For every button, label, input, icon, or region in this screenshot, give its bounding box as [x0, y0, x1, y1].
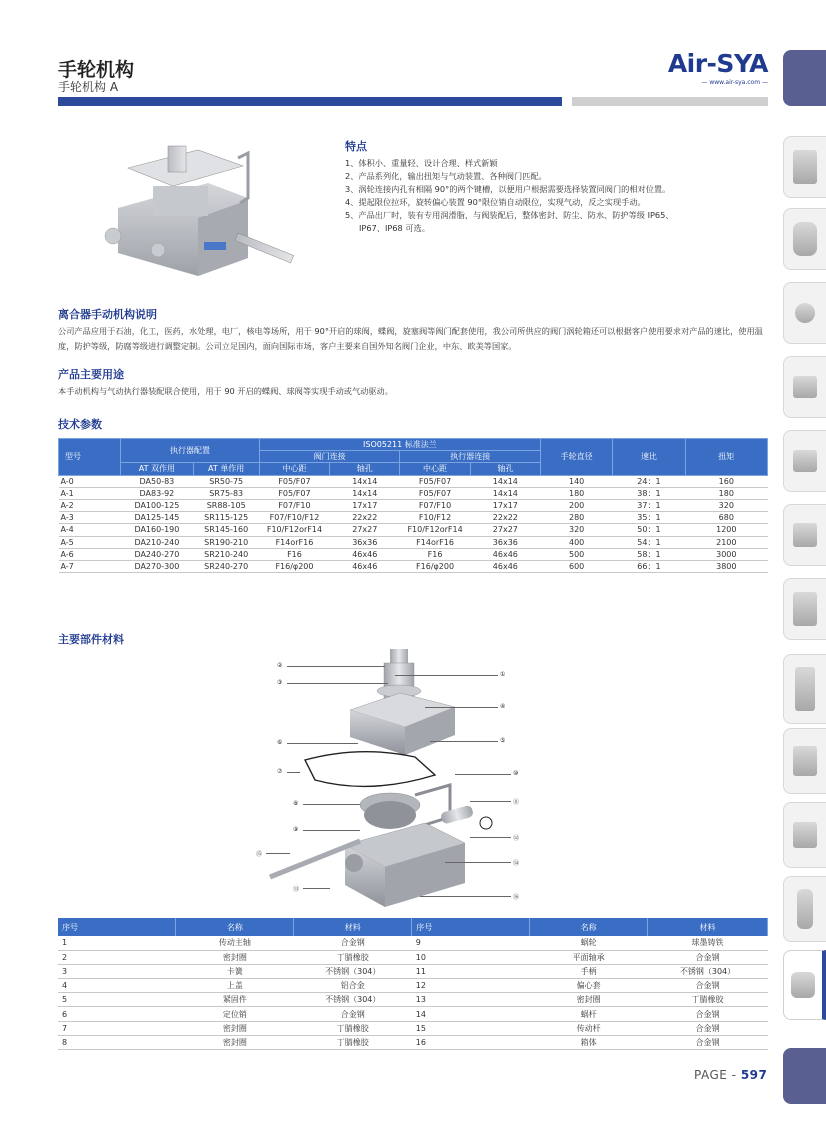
spec-cell: 27x27 — [470, 524, 540, 536]
mat-cell: 10 — [412, 950, 530, 964]
tab-valve[interactable] — [783, 430, 826, 492]
spec-cell: DA210-240 — [121, 536, 193, 548]
spec-cell: 14x14 — [470, 475, 540, 487]
th-iso: ISO05211 标准法兰 — [259, 439, 540, 451]
spec-cell: 38：1 — [613, 487, 685, 499]
mat-header-cell: 名称 — [176, 918, 294, 936]
features-heading: 特点 — [345, 140, 367, 153]
spec-cell: F16/φ200 — [259, 560, 329, 572]
spec-cell: A-1 — [59, 487, 121, 499]
spec-cell: F16 — [400, 548, 470, 560]
mat-cell: 平面轴承 — [530, 950, 648, 964]
mat-cell: 丁腈橡胶 — [294, 1021, 412, 1035]
spec-cell: 22x22 — [470, 512, 540, 524]
callout-label: ③ — [277, 679, 283, 686]
mat-row — [58, 1035, 768, 1049]
feature-item: 2、产品系列化，输出扭矩与气动装置、各种阀门匹配。 — [345, 171, 547, 181]
callout-label: ⑨ — [293, 826, 299, 833]
callout-label: ⑪ — [513, 799, 520, 806]
mat-cell: 箱体 — [530, 1035, 648, 1049]
spec-cell: F14orF16 — [259, 536, 329, 548]
spec-cell: DA125-145 — [121, 512, 193, 524]
tab-pipe[interactable] — [783, 802, 826, 868]
page-subtitle: 手轮机构 A — [58, 80, 119, 94]
th-at-single: AT 单作用 — [193, 463, 259, 475]
mat-cell: 12 — [412, 979, 530, 993]
spec-table — [58, 438, 768, 573]
header-bar-gray — [572, 97, 768, 106]
pipe-icon — [793, 822, 817, 848]
spec-cell: F07/F10 — [259, 499, 329, 511]
callout-leader — [287, 772, 300, 773]
spec-cell: F16 — [259, 548, 329, 560]
fitting-icon — [795, 303, 815, 323]
mat-cell: 合金钢 — [294, 936, 412, 950]
callout-leader — [470, 837, 511, 838]
mat-cell: 16 — [412, 1035, 530, 1049]
callout-label: ⑤ — [500, 737, 506, 744]
mat-cell: 14 — [412, 1007, 530, 1021]
mat-cell: 丁腈橡胶 — [648, 993, 768, 1007]
callout-label: ② — [277, 662, 283, 669]
callout-leader — [445, 862, 511, 863]
spec-cell: 320 — [685, 499, 767, 511]
callout-label: ⑬ — [293, 886, 300, 893]
tab-elbow[interactable] — [783, 356, 826, 418]
th-center: 中心距 — [259, 463, 329, 475]
mat-cell: 定位销 — [176, 1007, 294, 1021]
spec-cell: A-3 — [59, 512, 121, 524]
clutch-heading: 离合器手动机构说明 — [58, 308, 157, 321]
spec-cell: 3000 — [685, 548, 767, 560]
spec-cell: 37：1 — [613, 499, 685, 511]
spec-cell: 14x14 — [330, 475, 400, 487]
callout-leader — [455, 774, 511, 775]
mat-row — [58, 979, 768, 993]
spec-cell: F05/F07 — [259, 487, 329, 499]
spec-cell: 36x36 — [470, 536, 540, 548]
spec-cell: SR88-105 — [193, 499, 259, 511]
spec-row — [59, 487, 768, 499]
elbow-icon — [793, 376, 817, 398]
spec-cell: 680 — [685, 512, 767, 524]
spec-cell: DA50-83 — [121, 475, 193, 487]
feature-item: IP67、IP68 可选。 — [359, 223, 430, 233]
spec-row — [59, 548, 768, 560]
spec-cell: 500 — [541, 548, 613, 560]
mat-cell: 上盖 — [176, 979, 294, 993]
mat-cell: 铝合金 — [294, 979, 412, 993]
spec-cell: 400 — [541, 536, 613, 548]
regulator-icon — [793, 592, 817, 626]
materials-table — [58, 918, 768, 1050]
spec-cell: 50：1 — [613, 524, 685, 536]
header-bar-blue — [58, 97, 562, 106]
callout-label: ⑥ — [277, 739, 283, 746]
mat-cell: 蜗轮 — [530, 936, 648, 950]
mat-cell: 合金钢 — [648, 979, 768, 993]
spec-cell: 1200 — [685, 524, 767, 536]
spec-cell: DA270-300 — [121, 560, 193, 572]
mat-cell: 9 — [412, 936, 530, 950]
clutch-text: 公司产品应用于石油，化工，医药，水处理，电厂，核电等场所，用于 90°开启的球阀，蝶阀，旋塞阀等阀门配套使用，我公司所供应的阀门涡轮箱还可以根据客户使用要求对产品的速比，使用温度，防护等级，防腐等级进行调整定制。公司立足国内，面向国际市场，客户主要来自国外知名阀门企业，中东、欧美等国家。 — [58, 326, 763, 351]
spec-cell: 46x46 — [330, 548, 400, 560]
spec-cell: F07/F10/F12 — [259, 512, 329, 524]
spec-cell: A-0 — [59, 475, 121, 487]
mat-cell: 合金钢 — [648, 1035, 768, 1049]
tab-manifold[interactable] — [783, 728, 826, 794]
spec-cell: A-4 — [59, 524, 121, 536]
exploded-diagram — [250, 645, 530, 915]
spec-cell: 22x22 — [330, 512, 400, 524]
feature-item: 3、涡轮连接内孔有相隔 90°的两个键槽，以便用户根据需要选择装置同阀门的相对位置。 — [345, 184, 671, 194]
spec-row — [59, 536, 768, 548]
mat-row — [58, 936, 768, 950]
mat-cell: 3 — [58, 964, 176, 978]
spec-cell: 160 — [685, 475, 767, 487]
callout-leader — [287, 666, 385, 667]
tab-bottom[interactable] — [783, 1048, 826, 1104]
cartridge-icon — [793, 222, 817, 256]
tab-fitting[interactable] — [783, 282, 826, 344]
spec-cell: 14x14 — [470, 487, 540, 499]
mat-cell: 合金钢 — [648, 1007, 768, 1021]
mat-cell: 2 — [58, 950, 176, 964]
spec-cell: F10/F12 — [400, 512, 470, 524]
mat-cell: 紧固件 — [176, 993, 294, 1007]
spec-cell: 17x17 — [470, 499, 540, 511]
callout-leader — [430, 741, 498, 742]
mat-row — [58, 964, 768, 978]
callout-leader — [420, 896, 511, 897]
specs-heading: 技术参数 — [58, 418, 102, 431]
callout-leader — [303, 888, 330, 889]
spec-cell: F16/φ200 — [400, 560, 470, 572]
th-valve: 阀门连接 — [259, 451, 400, 463]
mat-cell: 1 — [58, 936, 176, 950]
callout-label: ⑫ — [513, 835, 520, 842]
spec-cell: 27x27 — [330, 524, 400, 536]
spec-cell: DA160-190 — [121, 524, 193, 536]
tab-regulator[interactable] — [783, 578, 826, 640]
spec-cell: 280 — [541, 512, 613, 524]
spec-cell: 320 — [541, 524, 613, 536]
spec-cell: 66：1 — [613, 560, 685, 572]
mat-cell: 传动杆 — [530, 1021, 648, 1035]
callout-label: ⑭ — [513, 860, 520, 867]
th-wheel: 手轮直径 — [541, 439, 613, 476]
filter-icon — [793, 150, 817, 184]
callout-leader — [303, 830, 360, 831]
product-image — [98, 138, 308, 278]
spec-cell: F05/F07 — [400, 487, 470, 499]
spec-cell: F05/F07 — [259, 475, 329, 487]
spec-cell: 36x36 — [330, 536, 400, 548]
usage-text: 本手动机构与气动执行器装配联合使用，用于 90 开启的蝶阀、球阀等实现手动或气动驱动。 — [58, 386, 393, 396]
callout-leader — [287, 743, 358, 744]
callout-label: ① — [500, 671, 506, 678]
spec-row — [59, 512, 768, 524]
spec-cell: 54：1 — [613, 536, 685, 548]
spec-cell: 17x17 — [330, 499, 400, 511]
mat-cell: 卡簧 — [176, 964, 294, 978]
spec-cell: 3800 — [685, 560, 767, 572]
mat-cell: 合金钢 — [648, 1021, 768, 1035]
mat-cell: 11 — [412, 964, 530, 978]
spec-cell: 35：1 — [613, 512, 685, 524]
callout-leader — [395, 675, 498, 676]
tab-cartridge[interactable] — [783, 208, 826, 270]
spec-row — [59, 524, 768, 536]
mat-header-cell: 材料 — [294, 918, 412, 936]
tab-cylinder[interactable] — [783, 654, 826, 724]
spec-cell: 24：1 — [613, 475, 685, 487]
spec-cell: 200 — [541, 499, 613, 511]
spec-cell: 600 — [541, 560, 613, 572]
spec-cell: 180 — [685, 487, 767, 499]
feature-item: 1、体积小、重量轻、设计合理、样式新颖 — [345, 158, 498, 168]
solenoid-icon — [793, 523, 817, 547]
spec-cell: SR75-83 — [193, 487, 259, 499]
spec-cell: F07/F10 — [400, 499, 470, 511]
tab-handwheel-active[interactable] — [783, 950, 826, 1020]
tab-top[interactable] — [783, 50, 826, 106]
mat-cell: 4 — [58, 979, 176, 993]
logo-url: — www.air-sya.com — — [701, 79, 768, 86]
th-actuator: 执行器配置 — [121, 439, 260, 463]
th-center-2: 中心距 — [400, 463, 470, 475]
manifold-icon — [793, 746, 817, 776]
spec-cell: SR190-210 — [193, 536, 259, 548]
valve-icon — [793, 450, 817, 472]
callout-leader — [266, 853, 290, 854]
callout-label: ⑩ — [513, 770, 519, 777]
spec-cell: 180 — [541, 487, 613, 499]
th-model: 型号 — [59, 439, 121, 476]
th-act-conn: 执行器连接 — [400, 451, 541, 463]
mat-header-cell: 序号 — [412, 918, 530, 936]
mat-cell: 密封圈 — [176, 1021, 294, 1035]
mat-cell: 丁腈橡胶 — [294, 1035, 412, 1049]
mat-cell: 不锈钢（304） — [294, 993, 412, 1007]
spec-cell: F14orF16 — [400, 536, 470, 548]
mat-cell: 13 — [412, 993, 530, 1007]
spec-row — [59, 560, 768, 572]
callout-label: ⑦ — [277, 768, 283, 775]
spec-cell: SR115-125 — [193, 512, 259, 524]
th-ratio: 速比 — [613, 439, 685, 476]
usage-heading: 产品主要用途 — [58, 368, 124, 381]
spec-cell: A-5 — [59, 536, 121, 548]
mat-cell: 密封圈 — [176, 1035, 294, 1049]
mat-header-cell: 材料 — [648, 918, 768, 936]
mat-cell: 球墨铸铁 — [648, 936, 768, 950]
mat-cell: 5 — [58, 993, 176, 1007]
spec-cell: F10/F12orF14 — [400, 524, 470, 536]
spec-cell: SR210-240 — [193, 548, 259, 560]
mat-cell: 密封圈 — [176, 950, 294, 964]
callout-leader — [303, 804, 360, 805]
features-list — [345, 157, 745, 235]
materials-heading: 主要部件材料 — [58, 633, 124, 646]
spec-row — [59, 499, 768, 511]
tab-filter[interactable] — [783, 136, 826, 198]
mat-row — [58, 993, 768, 1007]
callout-label: ⑮ — [256, 851, 263, 858]
spec-cell: 14x14 — [330, 487, 400, 499]
callout-leader — [470, 801, 511, 802]
silencer-icon — [797, 889, 813, 929]
spec-cell: A-6 — [59, 548, 121, 560]
spec-cell: SR50-75 — [193, 475, 259, 487]
cylinder-icon — [795, 667, 815, 711]
spec-cell: SR240-270 — [193, 560, 259, 572]
spec-cell: DA100-125 — [121, 499, 193, 511]
mat-cell: 合金钢 — [294, 1007, 412, 1021]
th-shaft: 轴孔 — [330, 463, 400, 475]
brand-logo — [664, 50, 768, 87]
page-title: 手轮机构 — [58, 59, 135, 81]
mat-header-cell: 名称 — [530, 918, 648, 936]
mat-cell: 不锈钢（304） — [648, 964, 768, 978]
spec-cell: 140 — [541, 475, 613, 487]
callout-label: ⑯ — [513, 894, 520, 901]
mat-cell: 偏心套 — [530, 979, 648, 993]
spec-cell: 46x46 — [470, 560, 540, 572]
mat-cell: 传动主轴 — [176, 936, 294, 950]
handwheel-icon — [791, 972, 815, 998]
mat-row — [58, 950, 768, 964]
tab-silencer[interactable] — [783, 876, 826, 942]
spec-cell: DA83-92 — [121, 487, 193, 499]
spec-cell: 46x46 — [330, 560, 400, 572]
feature-item: 5、产品出厂时，装有专用润滑脂，与阀装配后，整体密封、防尘、防水、防护等级 IP65、 — [345, 210, 674, 220]
mat-row — [58, 1007, 768, 1021]
mat-cell: 7 — [58, 1021, 176, 1035]
spec-cell: 46x46 — [470, 548, 540, 560]
spec-cell: F05/F07 — [400, 475, 470, 487]
callout-leader — [287, 683, 388, 684]
mat-cell: 不锈钢（304） — [294, 964, 412, 978]
mat-cell: 合金钢 — [648, 950, 768, 964]
callout-label: ⑧ — [293, 800, 299, 807]
th-at-double: AT 双作用 — [121, 463, 193, 475]
spec-cell: A-2 — [59, 499, 121, 511]
spec-cell: F10/F12orF14 — [259, 524, 329, 536]
logo-text: Air-SYA — [667, 49, 768, 78]
mat-cell: 密封圈 — [530, 993, 648, 1007]
feature-item: 4、提起限位拉环，旋转偏心装置 90°限位销自动限位，实现气动，反之实现手动。 — [345, 197, 646, 207]
spec-cell: SR145-160 — [193, 524, 259, 536]
callout-leader — [425, 707, 498, 708]
tab-solenoid[interactable] — [783, 504, 826, 566]
mat-cell: 15 — [412, 1021, 530, 1035]
mat-cell: 蜗杆 — [530, 1007, 648, 1021]
spec-cell: DA240-270 — [121, 548, 193, 560]
mat-cell: 手柄 — [530, 964, 648, 978]
spec-cell: 58：1 — [613, 548, 685, 560]
mat-cell: 8 — [58, 1035, 176, 1049]
spec-cell: 2100 — [685, 536, 767, 548]
mat-cell: 6 — [58, 1007, 176, 1021]
mat-row — [58, 1021, 768, 1035]
callout-label: ④ — [500, 703, 506, 710]
page-number: PAGE - 597 — [694, 1068, 768, 1082]
th-shaft-2: 轴孔 — [470, 463, 540, 475]
spec-row — [59, 475, 768, 487]
spec-cell: A-7 — [59, 560, 121, 572]
mat-header-cell: 序号 — [58, 918, 176, 936]
mat-cell: 丁腈橡胶 — [294, 950, 412, 964]
th-torque: 扭矩 — [685, 439, 767, 476]
